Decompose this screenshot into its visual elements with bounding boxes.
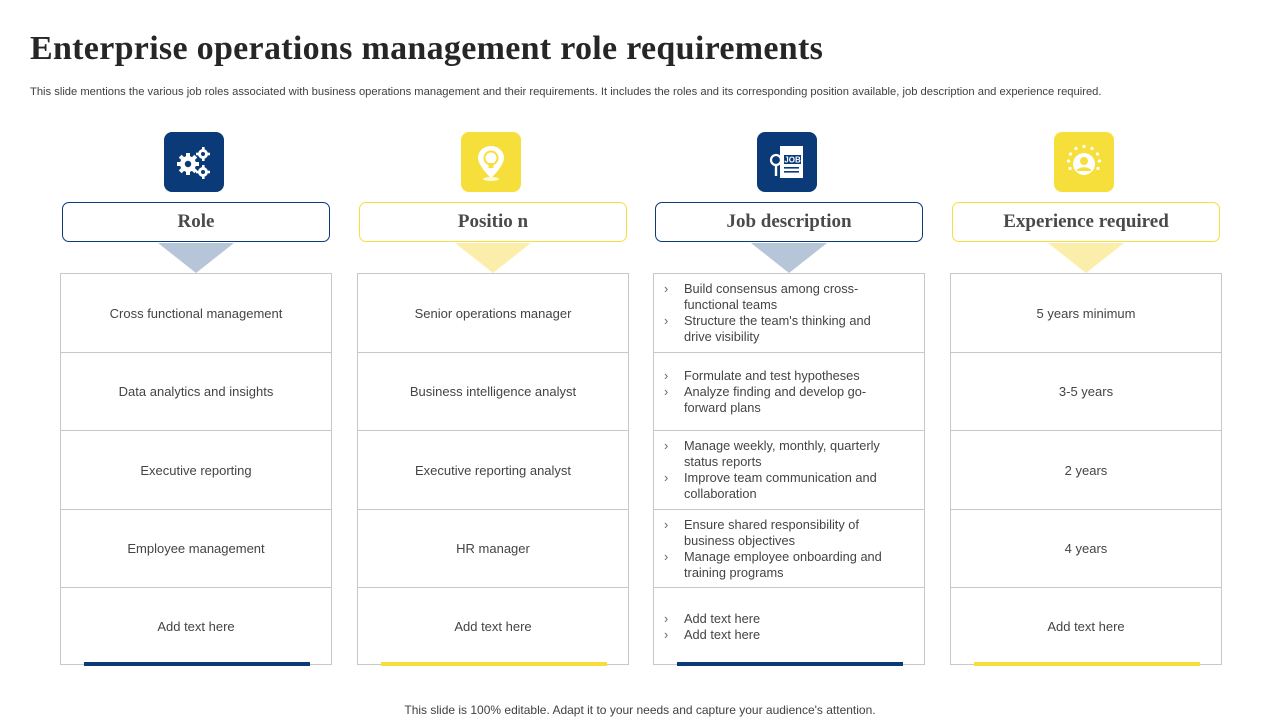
cell-text: 4 years	[1064, 541, 1108, 556]
bullet-item: › Formulate and test hypotheses	[664, 368, 889, 384]
bullet-list	[664, 611, 889, 643]
header-pointer	[751, 243, 827, 273]
slide-footer: This slide is 100% editable. Adapt it to your needs and capture your audience's attention.	[404, 703, 876, 717]
table-row	[951, 353, 1221, 431]
job-description-table	[653, 273, 925, 665]
cell-text: HR manager	[456, 541, 530, 556]
experience-column	[952, 132, 1224, 666]
header-role	[62, 202, 330, 242]
bullet-item: › Improve team communication and collaboration	[664, 470, 889, 502]
job-description-column	[655, 132, 927, 666]
bullet-list	[664, 281, 889, 345]
cell-text: 2 years	[1064, 462, 1108, 478]
table-row	[951, 588, 1221, 665]
table-row	[654, 588, 924, 665]
header-position	[359, 202, 627, 242]
accent-bar	[677, 662, 903, 666]
cell-text: 3-5 years	[1058, 384, 1114, 399]
cell-text: Executive reporting analyst	[414, 462, 572, 478]
table-row	[358, 353, 628, 431]
table-row	[358, 274, 628, 353]
cell-text: Add text here	[1047, 619, 1125, 634]
cell-text: Executive reporting	[140, 462, 252, 478]
table-row	[951, 510, 1221, 588]
table-row	[654, 353, 924, 431]
table-row	[654, 431, 924, 510]
header-pointer	[455, 243, 531, 273]
table-row	[358, 510, 628, 588]
header-pointer	[1048, 243, 1124, 273]
cell-text: Add text here	[454, 619, 532, 634]
bullet-item: › Analyze finding and develop go-forward plans	[664, 384, 889, 416]
accent-bar	[974, 662, 1200, 666]
bullet-list	[664, 517, 889, 581]
header-job-description	[655, 202, 923, 242]
accent-bar	[381, 662, 607, 666]
table-row	[358, 431, 628, 510]
table-row	[61, 510, 331, 588]
lightbulb-pin-icon	[461, 132, 521, 192]
table-row	[61, 431, 331, 510]
bullet-item: › Add text here	[664, 627, 889, 643]
role-table	[60, 273, 332, 665]
bullet-item: › Structure the team's thinking and drive visibility	[664, 313, 889, 345]
header-experience-required	[952, 202, 1220, 242]
position-table	[357, 273, 629, 665]
cell-text: 5 years minimum	[1036, 305, 1136, 321]
table-row	[61, 353, 331, 431]
cell-text: Senior operations manager	[414, 305, 572, 321]
job-document-icon	[757, 132, 817, 192]
header-label: Role	[177, 211, 215, 232]
table-row	[654, 274, 924, 353]
table-row	[654, 510, 924, 588]
header-label: Job description	[726, 211, 852, 232]
gears-icon	[164, 132, 224, 192]
slide-subtitle: This slide mentions the various job roles associated with business operations management and their requirements. It includes the roles and its corresponding position available, job description and experience required.	[30, 86, 1102, 98]
cell-text: Data analytics and insights	[118, 384, 274, 399]
bullet-item: › Manage employee onboarding and training programs	[664, 549, 889, 581]
user-stars-icon	[1054, 132, 1114, 192]
bullet-list	[664, 368, 889, 416]
header-pointer	[158, 243, 234, 273]
experience-table	[950, 273, 1222, 665]
header-label: Positio n	[457, 211, 529, 232]
table-row	[951, 274, 1221, 353]
position-column	[359, 132, 631, 666]
bullet-item: › Ensure shared responsibility of business objectives	[664, 517, 889, 549]
bullet-item: › Manage weekly, monthly, quarterly status reports	[664, 438, 889, 470]
cell-text: Cross functional management	[109, 305, 283, 321]
cell-text: Business intelligence analyst	[409, 384, 577, 399]
job-icon-text: JOB	[784, 155, 801, 165]
cell-text: Add text here	[157, 619, 235, 634]
table-row	[358, 588, 628, 665]
table-row	[951, 431, 1221, 510]
table-row	[61, 588, 331, 665]
cell-text: Employee management	[127, 541, 265, 556]
header-label: Experience required	[1003, 211, 1169, 232]
accent-bar	[84, 662, 310, 666]
role-column	[62, 132, 334, 666]
bullet-list	[664, 438, 889, 502]
bullet-item: › Build consensus among cross-functional teams	[664, 281, 889, 313]
slide-title: Enterprise operations management role requirements	[30, 30, 824, 67]
bullet-item: › Add text here	[664, 611, 889, 627]
table-row	[61, 274, 331, 353]
